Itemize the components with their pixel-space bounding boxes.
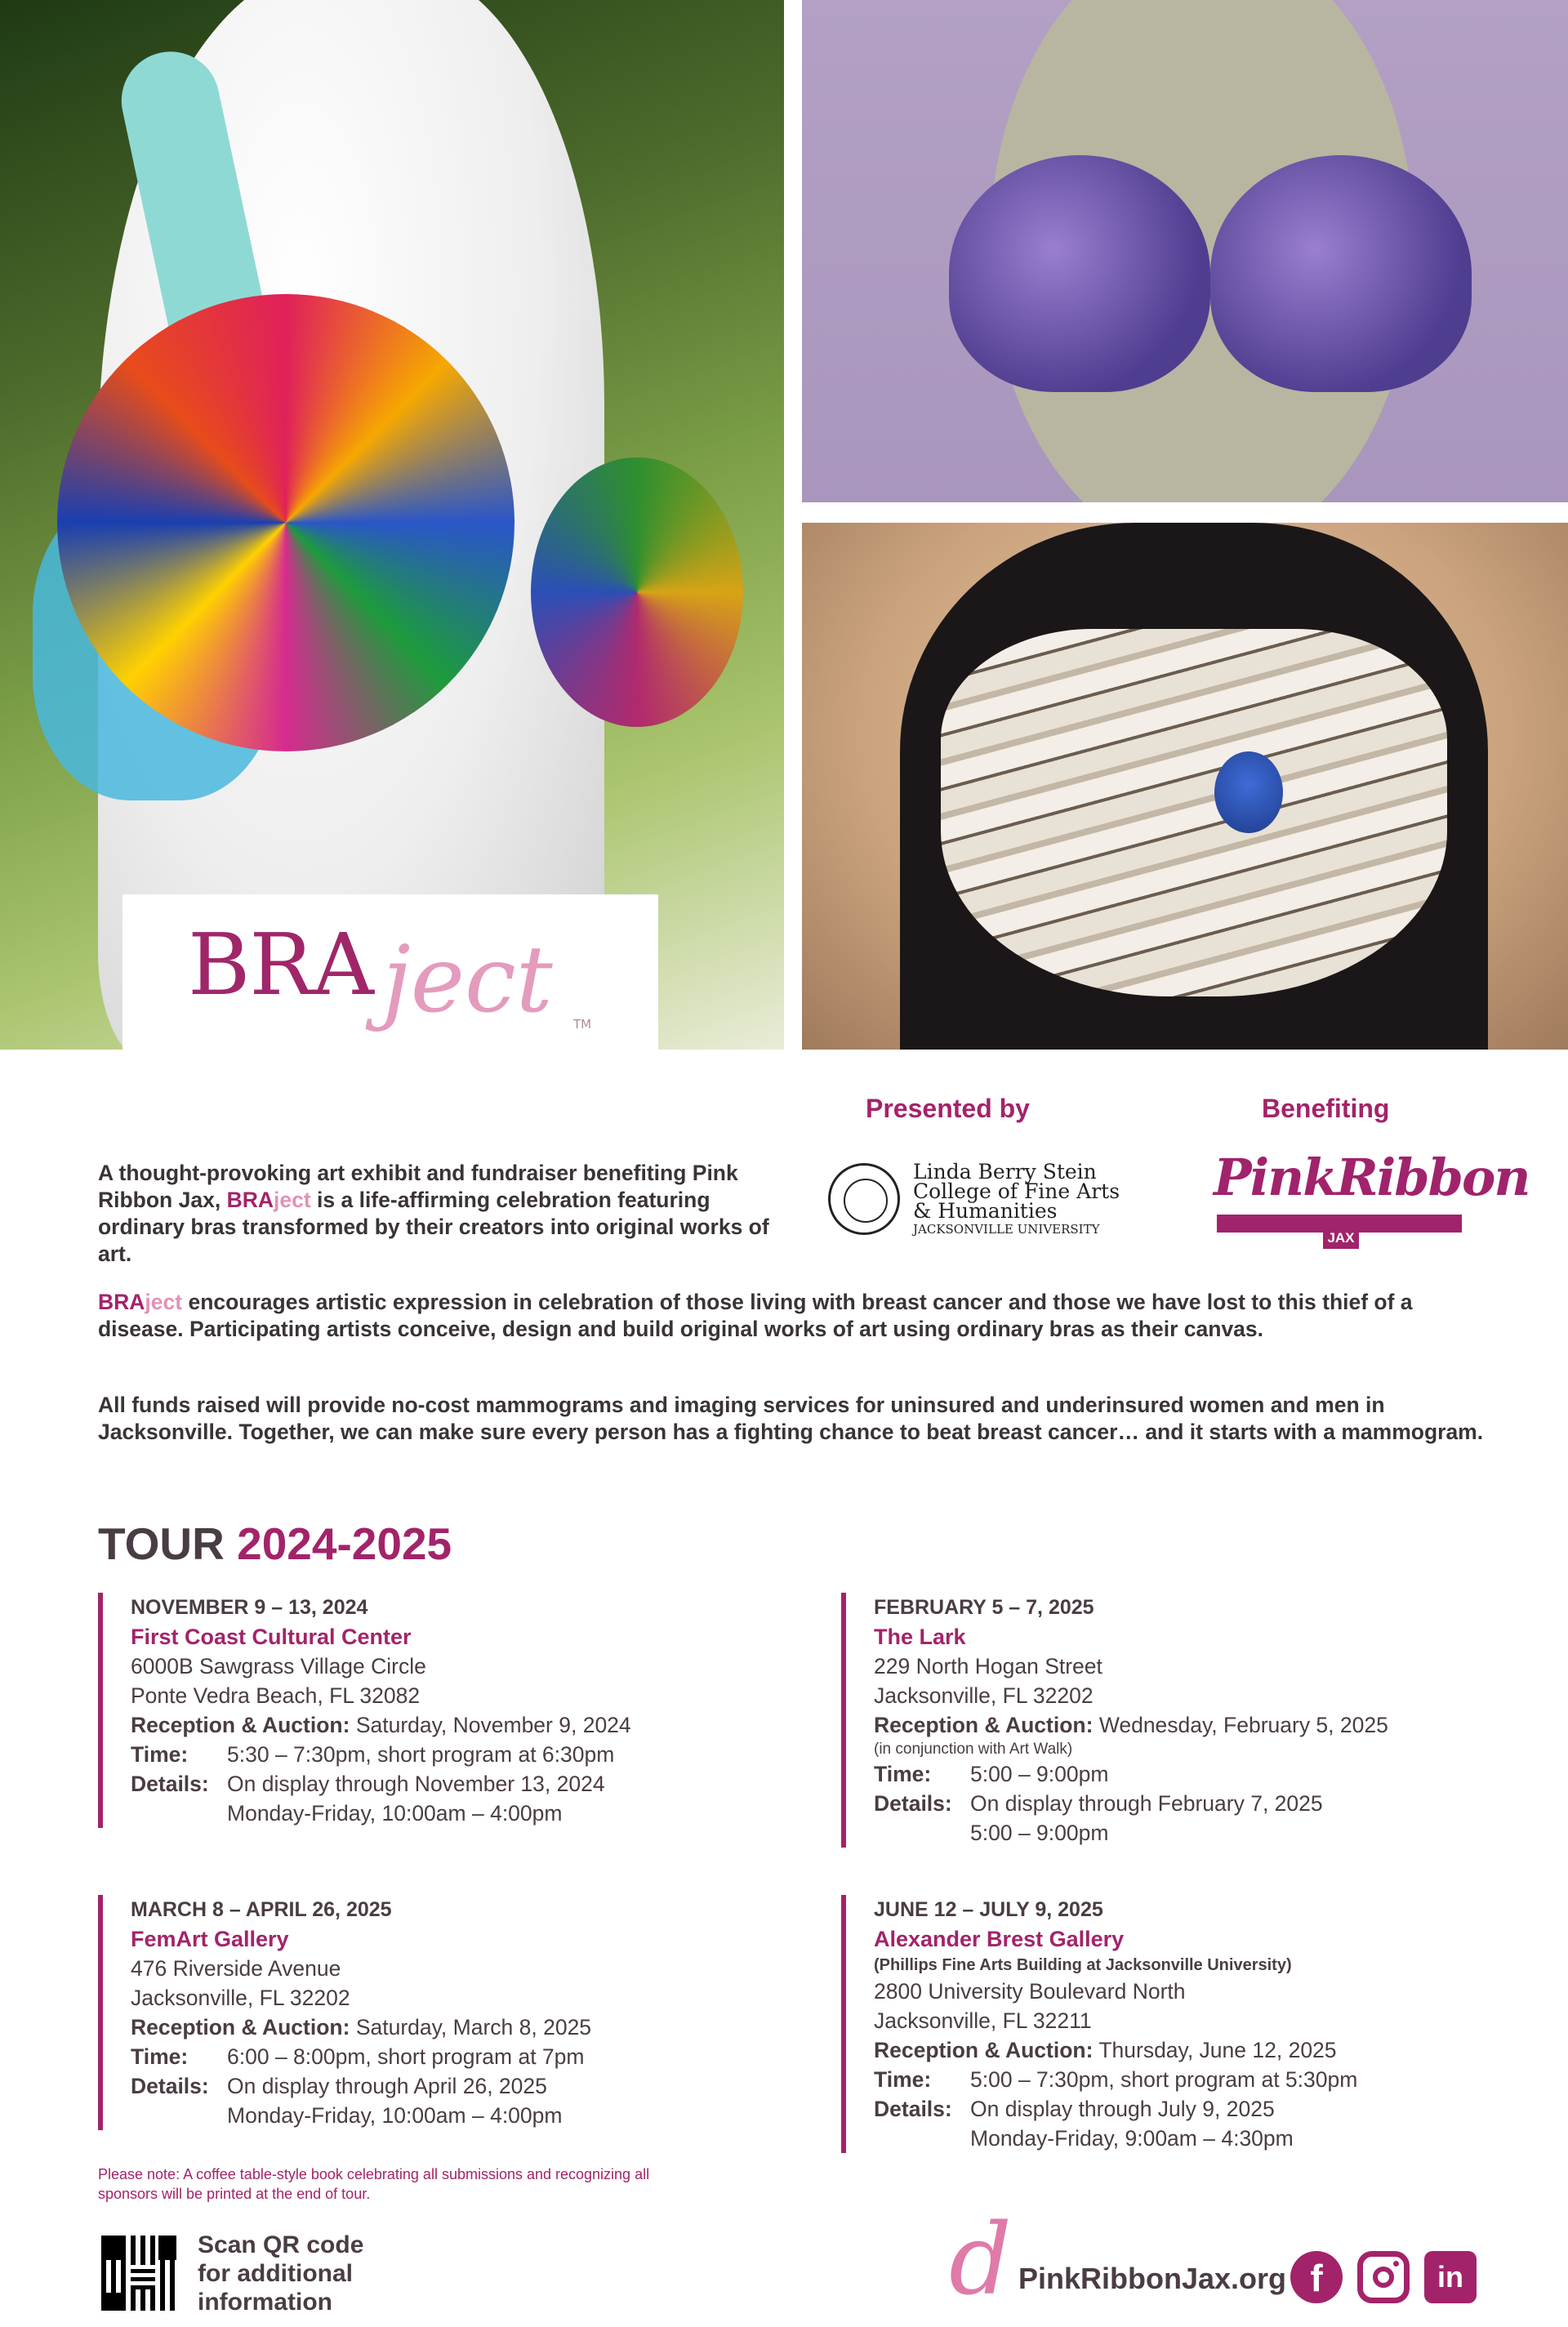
- event-address-line2: Ponte Vedra Beach, FL 32082: [131, 1683, 421, 1708]
- college-name-line3: & Humanities: [913, 1199, 1058, 1223]
- event-details: Details: On display through February 7, 2025: [874, 1791, 1323, 1816]
- qr-code-icon[interactable]: [98, 2232, 180, 2314]
- tour-heading: TOUR 2024-2025: [98, 1518, 452, 1569]
- mission-paragraph: BRAject encourages artistic expression in celebration of those living with breast cancer and those we have lost to this thief of a disease. Participating artists conceive, design and build original works of art using ordinary bras as their canvas.: [98, 1290, 1413, 1341]
- presented-by-label: Presented by: [866, 1094, 1030, 1123]
- brand-logo: [122, 894, 658, 1050]
- event-details: Details: On display through November 13, 2024: [131, 1772, 605, 1796]
- benefiting-label: Benefiting: [1262, 1094, 1390, 1123]
- tour-stop-4: [841, 1895, 1544, 2153]
- event-reception: Reception & Auction: Saturday, March 8, 2025: [131, 2015, 592, 2039]
- logo-script-text: ject: [382, 927, 553, 1033]
- scan-qr-caption: Scan QR code for additional information: [198, 2231, 364, 2316]
- event-time: Time: 5:00 – 7:30pm, short program at 5:30pm: [874, 2067, 1358, 2092]
- event-time: Time: 5:30 – 7:30pm, short program at 6:30pm: [131, 1742, 615, 1767]
- logo-trademark: TM: [573, 1017, 592, 1032]
- event-address-line1: 476 Riverside Avenue: [131, 1956, 341, 1981]
- event-venue: The Lark: [874, 1625, 966, 1649]
- event-date: NOVEMBER 9 – 13, 2024: [131, 1596, 368, 1619]
- event-date: FEBRUARY 5 – 7, 2025: [874, 1596, 1094, 1619]
- intro-paragraph: A thought-provoking art exhibit and fundraiser benefiting Pink Ribbon Jax, BRAject is a life-affirming celebration featuring ordinary bras transformed by their creators into original works of art.: [98, 1161, 769, 1266]
- tour-stop-3: [98, 1895, 784, 2130]
- brand-inline-bra: BRA: [226, 1188, 274, 1212]
- event-reception: Reception & Auction: Thursday, June 12, 2025: [874, 2038, 1337, 2062]
- event-venue-sub: (Phillips Fine Arts Building at Jacksonville University): [874, 1956, 1292, 1974]
- linkedin-icon[interactable]: in: [1424, 2251, 1477, 2303]
- event-address-line2: Jacksonville, FL 32202: [874, 1683, 1094, 1708]
- event-details: Details: On display through July 9, 2025: [874, 2097, 1275, 2121]
- photo-birch-bark-bra: [802, 523, 1568, 1050]
- event-time: Time: 6:00 – 8:00pm, short program at 7pm: [131, 2044, 585, 2069]
- instagram-icon[interactable]: [1357, 2251, 1410, 2303]
- tour-stop-1: [98, 1593, 784, 1828]
- event-date: MARCH 8 – APRIL 26, 2025: [131, 1898, 392, 1921]
- event-address-line2: Jacksonville, FL 32202: [131, 1986, 350, 2010]
- event-reception: Reception & Auction: Wednesday, February 5, 2025: [874, 1713, 1388, 1737]
- jax-tag: JAX: [1323, 1228, 1359, 1249]
- event-time: Time: 5:00 – 9:00pm: [874, 1762, 1109, 1786]
- event-venue: Alexander Brest Gallery: [874, 1927, 1125, 1951]
- tour-stop-2: [841, 1593, 1544, 1848]
- college-seal-icon: [828, 1163, 900, 1235]
- facebook-icon[interactable]: f: [1290, 2251, 1343, 2303]
- event-address-line1: 6000B Sawgrass Village Circle: [131, 1654, 426, 1678]
- pink-ribbon-jax-logo: [1209, 1148, 1530, 1254]
- pink-ribbon-monogram: d: [949, 2204, 1012, 2317]
- event-address-line1: 229 North Hogan Street: [874, 1654, 1102, 1678]
- funds-paragraph: All funds raised will provide no-cost mammograms and imaging services for uninsured and underinsured women and men in Jacksonville. Together, we can make sure every person has a fighting chance to beat breast cancer… and it starts with a mammogram.: [98, 1393, 1484, 1444]
- college-name-line1: Linda Berry Stein: [913, 1160, 1097, 1184]
- pink-ribbon-wordmark: PinkRibbon: [1214, 1148, 1530, 1207]
- tour-years: 2024-2025: [237, 1518, 452, 1569]
- event-venue: FemArt Gallery: [131, 1927, 289, 1951]
- event-address-line2: Jacksonville, FL 32211: [874, 2008, 1092, 2033]
- brand-inline-ject: ject: [145, 1290, 183, 1314]
- event-details-hours: 5:00 – 9:00pm: [970, 1821, 1109, 1845]
- brand-inline-bra: BRA: [98, 1290, 145, 1314]
- event-details-hours: Monday-Friday, 9:00am – 4:30pm: [970, 2126, 1294, 2151]
- event-details: Details: On display through April 26, 2025: [131, 2074, 547, 2098]
- college-university: JACKSONVILLE UNIVERSITY: [913, 1222, 1100, 1237]
- event-reception: Reception & Auction: Saturday, November 9, 2024: [131, 1713, 631, 1737]
- photo-beaded-bra: [0, 0, 784, 1050]
- brand-inline-ject: ject: [273, 1188, 311, 1212]
- event-venue: First Coast Cultural Center: [131, 1625, 412, 1649]
- event-details-hours: Monday-Friday, 10:00am – 4:00pm: [227, 1801, 563, 1825]
- college-name-line2: College of Fine Arts: [913, 1179, 1120, 1203]
- logo-main-text: BRA: [188, 915, 373, 1014]
- event-address-line1: 2800 University Boulevard North: [874, 1979, 1186, 2004]
- book-note: Please note: A coffee table-style book celebrating all submissions and recognizing all sponsors will be printed at the end of tour.: [98, 2166, 650, 2202]
- college-logo: [828, 1160, 1120, 1242]
- photo-butterfly-bra: [802, 0, 1568, 502]
- website-link[interactable]: PinkRibbonJax.org: [1018, 2262, 1287, 2295]
- event-reception-note: (in conjunction with Art Walk): [874, 1741, 1073, 1758]
- event-details-hours: Monday-Friday, 10:00am – 4:00pm: [227, 2103, 563, 2128]
- event-date: JUNE 12 – JULY 9, 2025: [874, 1898, 1103, 1921]
